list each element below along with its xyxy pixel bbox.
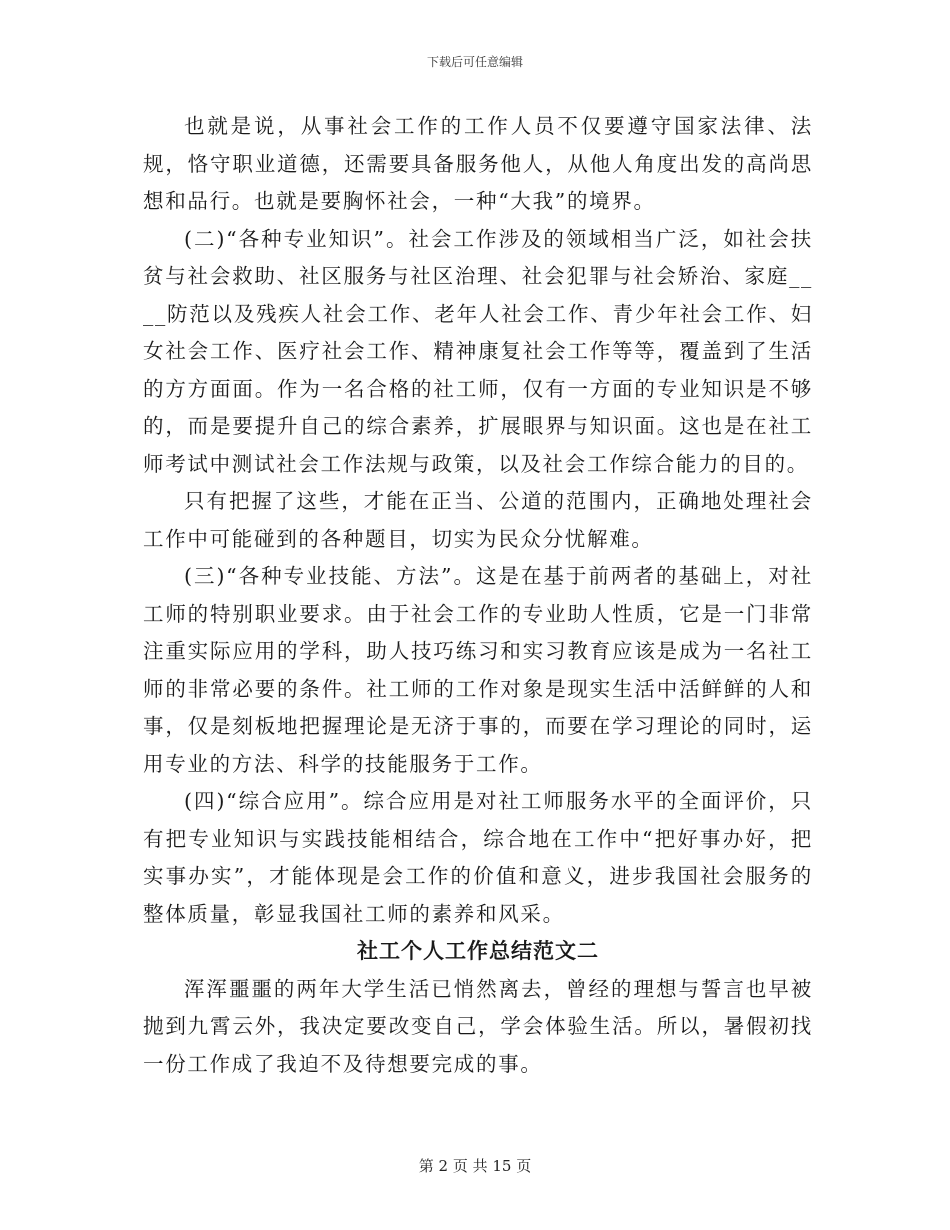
body-paragraph: (二)“各种专业知识”。社会工作涉及的领域相当广泛，如社会扶贫与社会救助、社区服务与社区治理、社会犯罪与社会矫治、家庭____防范以及残疾人社会工作、老年人社会工作、青少年社会工作、妇女社会工作、医疗社会工作、精神康复社会工作等等，覆盖到了生活的方方面面。作为一名合格的社工师，仅有一方面的专业知识是不够的，而是要提升自己的综合素养，扩展眼界与知识面。这也是在社工师考试中测试社会工作法规与政策，以及社会工作综合能力的目的。 <box>143 226 813 476</box>
document-body <box>143 108 813 1083</box>
body-paragraph: (三)“各种专业技能、方法”。这是在基于前两者的基础上，对社工师的特别职业要求。由于社会工作的专业助人性质，它是一门非常注重实际应用的学科，助人技巧练习和实习教育应该是成为一名社工师的非常必要的条件。社工师的工作对象是现实生活中活鲜鲜的人和事，仅是刻板地把握理论是无济于事的，而要在学习理论的同时，运用专业的方法、科学的技能服务于工作。 <box>143 564 813 776</box>
body-paragraph: 也就是说，从事社会工作的工作人员不仅要遵守国家法律、法规，恪守职业道德，还需要具备服务他人，从他人角度出发的高尚思想和品行。也就是要胸怀社会，一种“大我”的境界。 <box>143 114 813 213</box>
body-paragraph: (四)“综合应用”。综合应用是对社工师服务水平的全面评价，只有把专业知识与实践技能相结合，综合地在工作中“把好事办好，把实事办实”，才能体现是会工作的价值和意义，进步我国社会服务的整体质量，彰显我国社工师的素养和风采。 <box>143 789 813 926</box>
section-title: 社工个人工作总结范文二 <box>357 939 599 963</box>
page-header-note: 下载后可任意编辑 <box>426 55 523 69</box>
body-paragraph: 浑浑噩噩的两年大学生活已悄然离去，曾经的理想与誓言也早被抛到九霄云外，我决定要改变自己，学会体验生活。所以，暑假初找一份工作成了我迫不及待想要完成的事。 <box>143 976 813 1076</box>
page-number: 第 2 页 共 15 页 <box>418 1157 532 1175</box>
body-paragraph: 只有把握了这些，才能在正当、公道的范围内，正确地处理社会工作中可能碰到的各种题目，切实为民众分忧解难。 <box>143 489 813 551</box>
